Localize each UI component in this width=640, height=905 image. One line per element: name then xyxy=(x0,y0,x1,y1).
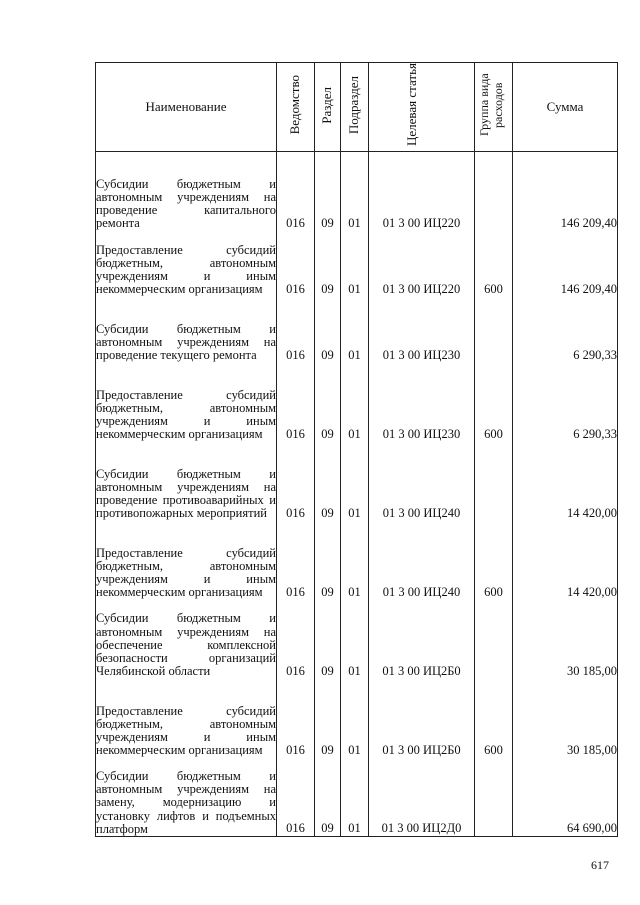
page-number: 617 xyxy=(591,858,609,872)
row-gruppa xyxy=(475,758,513,837)
row-vedomstvo: 016 xyxy=(277,679,315,758)
row-razdel: 09 xyxy=(315,231,341,297)
row-vedomstvo: 016 xyxy=(277,231,315,297)
row-summa: 6 290,33 xyxy=(513,363,618,442)
row-name: Предоставление субсидий бюджетным, автономным учреждениям и иным некоммерческим организациям xyxy=(96,231,277,297)
row-razdel: 09 xyxy=(315,297,341,363)
row-celevaya: 01 3 00 ИЦ2Б0 xyxy=(369,679,475,758)
row-podrazdel: 01 xyxy=(341,600,369,679)
col-header-celevaya: Целевая статья xyxy=(369,63,475,152)
col-header-summa: Сумма xyxy=(513,63,618,152)
row-celevaya: 01 3 00 ИЦ220 xyxy=(369,152,475,231)
row-celevaya: 01 3 00 ИЦ2Д0 xyxy=(369,758,475,837)
col-header-razdel: Раздел xyxy=(315,63,341,152)
row-summa: 30 185,00 xyxy=(513,679,618,758)
col-header-gruppa: Группа вида расходов xyxy=(475,63,513,152)
row-name: Субсидии бюджетным и автономным учреждениям на проведение капитального ремонта xyxy=(96,152,277,231)
row-podrazdel: 01 xyxy=(341,679,369,758)
row-podrazdel: 01 xyxy=(341,521,369,600)
row-gruppa xyxy=(475,152,513,231)
row-summa: 30 185,00 xyxy=(513,600,618,679)
table-row xyxy=(96,758,618,837)
row-gruppa: 600 xyxy=(475,521,513,600)
row-vedomstvo: 016 xyxy=(277,758,315,837)
table-row xyxy=(96,442,618,521)
row-razdel: 09 xyxy=(315,152,341,231)
row-gruppa xyxy=(475,600,513,679)
row-vedomstvo: 016 xyxy=(277,521,315,600)
row-gruppa: 600 xyxy=(475,231,513,297)
row-podrazdel: 01 xyxy=(341,152,369,231)
row-summa: 146 209,40 xyxy=(513,231,618,297)
row-podrazdel: 01 xyxy=(341,442,369,521)
row-name: Субсидии бюджетным и автономным учреждениям на замену, модернизацию и установку лифтов и подъемных платформ xyxy=(96,758,277,837)
row-vedomstvo: 016 xyxy=(277,152,315,231)
row-gruppa xyxy=(475,442,513,521)
row-podrazdel: 01 xyxy=(341,297,369,363)
row-name: Предоставление субсидий бюджетным, автономным учреждениям и иным некоммерческим организациям xyxy=(96,679,277,758)
row-summa: 146 209,40 xyxy=(513,152,618,231)
row-podrazdel: 01 xyxy=(341,231,369,297)
row-vedomstvo: 016 xyxy=(277,600,315,679)
table-row xyxy=(96,363,618,442)
col-header-name: Наименование xyxy=(96,63,277,152)
row-name: Субсидии бюджетным и автономным учреждениям на проведение текущего ремонта xyxy=(96,297,277,363)
table-row xyxy=(96,600,618,679)
row-name: Субсидии бюджетным и автономным учреждениям на обеспечение комплексной безопасности организаций Челябинской области xyxy=(96,600,277,679)
row-razdel: 09 xyxy=(315,600,341,679)
row-celevaya: 01 3 00 ИЦ2Б0 xyxy=(369,600,475,679)
row-podrazdel: 01 xyxy=(341,363,369,442)
row-gruppa xyxy=(475,297,513,363)
row-razdel: 09 xyxy=(315,758,341,837)
row-razdel: 09 xyxy=(315,521,341,600)
row-celevaya: 01 3 00 ИЦ220 xyxy=(369,231,475,297)
col-header-podrazdel: Подраздел xyxy=(341,63,369,152)
row-razdel: 09 xyxy=(315,363,341,442)
row-summa: 14 420,00 xyxy=(513,521,618,600)
row-vedomstvo: 016 xyxy=(277,297,315,363)
row-razdel: 09 xyxy=(315,679,341,758)
table-row xyxy=(96,152,618,231)
row-summa: 64 690,00 xyxy=(513,758,618,837)
row-summa: 6 290,33 xyxy=(513,297,618,363)
row-podrazdel: 01 xyxy=(341,758,369,837)
row-name: Предоставление субсидий бюджетным, автономным учреждениям и иным некоммерческим организациям xyxy=(96,363,277,442)
row-celevaya: 01 3 00 ИЦ240 xyxy=(369,521,475,600)
budget-table xyxy=(95,62,618,837)
row-gruppa: 600 xyxy=(475,679,513,758)
row-vedomstvo: 016 xyxy=(277,363,315,442)
row-celevaya: 01 3 00 ИЦ230 xyxy=(369,297,475,363)
table-row xyxy=(96,679,618,758)
row-name: Субсидии бюджетным и автономным учреждениям на проведение противоаварийных и противопожарных мероприятий xyxy=(96,442,277,521)
table-header xyxy=(96,63,618,152)
row-gruppa: 600 xyxy=(475,363,513,442)
table-row xyxy=(96,521,618,600)
row-vedomstvo: 016 xyxy=(277,442,315,521)
row-name: Предоставление субсидий бюджетным, автономным учреждениям и иным некоммерческим организациям xyxy=(96,521,277,600)
row-summa: 14 420,00 xyxy=(513,442,618,521)
row-celevaya: 01 3 00 ИЦ240 xyxy=(369,442,475,521)
row-celevaya: 01 3 00 ИЦ230 xyxy=(369,363,475,442)
table-row xyxy=(96,297,618,363)
col-header-vedomstvo: Ведомство xyxy=(277,63,315,152)
table-row xyxy=(96,231,618,297)
row-razdel: 09 xyxy=(315,442,341,521)
